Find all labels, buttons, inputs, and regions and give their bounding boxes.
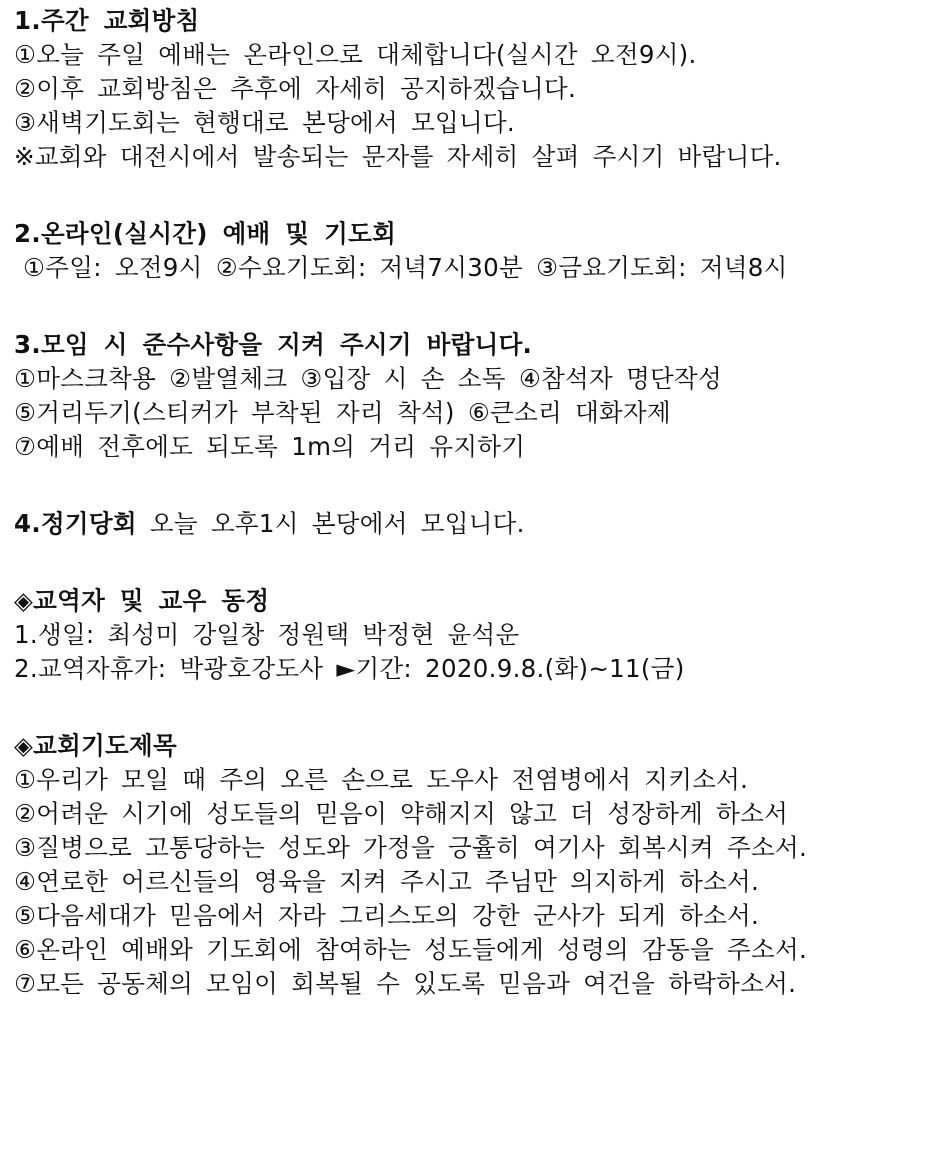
online-worship-schedule: ①주일: 오전9시 ②수요기도회: 저녁7시30분 ③금요기도회: 저녁8시 <box>23 253 788 282</box>
section-spacer <box>14 464 930 507</box>
section-spacer <box>14 174 930 217</box>
regular-session-title: 4.정기당회 <box>14 509 137 538</box>
prayer-topic-item: ⑥온라인 예배와 기도회에 참여하는 성도들에게 성령의 감동을 주소서. <box>14 935 808 964</box>
section-spacer <box>14 285 930 328</box>
section-spacer <box>14 686 930 729</box>
prayer-topic-item: ④연로한 어르신들의 영육을 지켜 주시고 주님만 의지하게 하소서. <box>14 867 760 896</box>
weekly-policy-item: ②이후 교회방침은 추후에 자세히 공지하겠습니다. <box>14 74 577 103</box>
gathering-rule-item: ⑤거리두기(스티커가 부착된 자리 착석) ⑥큰소리 대화자제 <box>14 398 671 427</box>
prayer-topic-item: ③질병으로 고통당하는 성도와 가정을 긍휼히 여기사 회복시켜 주소서. <box>14 833 808 862</box>
prayer-topic-item: ⑤다음세대가 믿음에서 자라 그리스도의 강한 군사가 되게 하소서. <box>14 901 760 930</box>
section-regular-session <box>14 507 930 541</box>
prayer-topic-item: ②어려운 시기에 성도들의 믿음이 약해지지 않고 더 성장하게 하소서 <box>14 799 789 828</box>
section-gathering-rules-title: 3.모임 시 준수사항을 지켜 주시기 바랍니다. <box>14 330 533 359</box>
section-weekly-policy-title: 1.주간 교회방침 <box>14 6 200 35</box>
section-staff-news-title: ◈교역자 및 교우 동정 <box>14 586 270 615</box>
gathering-rule-item: ①마스크착용 ②발열체크 ③입장 시 손 소독 ④참석자 명단작성 <box>14 364 722 393</box>
staff-news-item: 2.교역자휴가: 박광호강도사 ►기간: 2020.9.8.(화)~11(금) <box>14 654 685 683</box>
weekly-policy-item: ③새벽기도회는 현행대로 본당에서 모입니다. <box>14 108 516 137</box>
weekly-policy-note: ※교회와 대전시에서 발송되는 문자를 자세히 살펴 주시기 바랍니다. <box>14 142 782 171</box>
gathering-rule-item: ⑦예배 전후에도 되도록 1m의 거리 유지하기 <box>14 432 526 461</box>
prayer-topic-item: ⑦모든 공동체의 모임이 회복될 수 있도록 믿음과 여건을 하락하소서. <box>14 969 797 998</box>
section-spacer <box>14 541 930 584</box>
staff-news-item: 1.생일: 최성미 강일창 정원택 박정현 윤석운 <box>14 620 520 649</box>
section-prayer-topics-title: ◈교회기도제목 <box>14 731 177 760</box>
prayer-topic-item: ①우리가 모일 때 주의 오른 손으로 도우사 전염병에서 지키소서. <box>14 765 749 794</box>
regular-session-text: 오늘 오후1시 본당에서 모입니다. <box>136 509 525 538</box>
section-online-worship-title: 2.온라인(실시간) 예배 및 기도회 <box>14 219 397 248</box>
weekly-policy-item: ①오늘 주일 예배는 온라인으로 대체합니다(실시간 오전9시). <box>14 40 697 69</box>
